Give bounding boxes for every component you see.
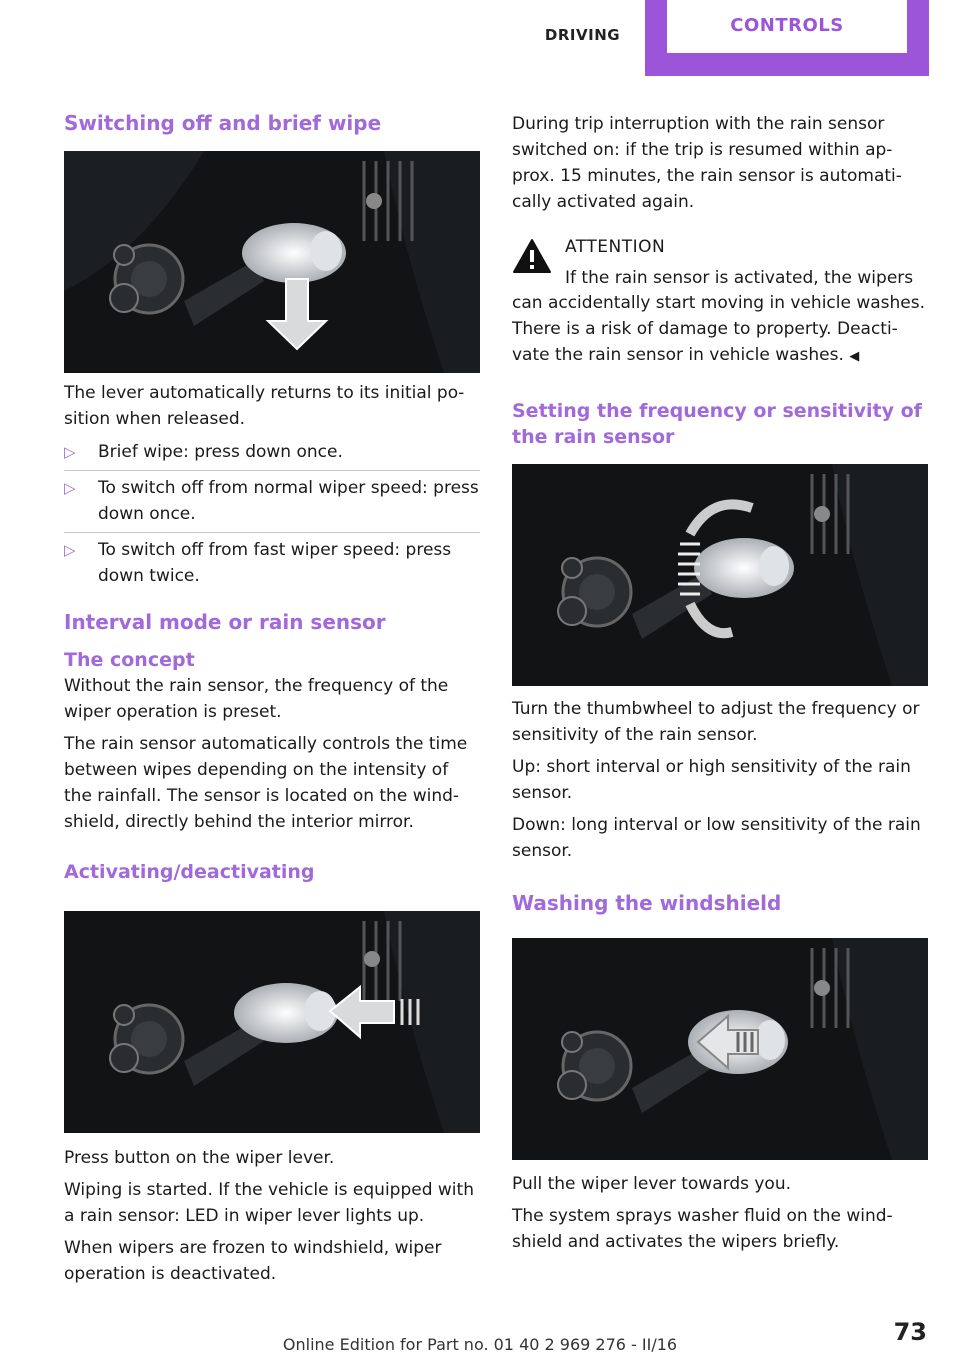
attention-body-block <box>512 290 928 370</box>
figure-thumbwheel <box>512 464 928 686</box>
header-section-label: DRIVING <box>544 26 621 44</box>
right-heading-block <box>512 398 928 450</box>
heading-frequency: Setting the frequency or sensitivity of the rain sensor <box>512 400 922 448</box>
right-text-block-1 <box>512 111 928 215</box>
triangle-right-icon: ▷ <box>64 443 76 461</box>
heading-interval-mode: Interval mode or rain sensor <box>64 610 386 634</box>
paragraph-down: Down: long interval or low sensitivity of the rain sensor. <box>512 815 921 861</box>
attention-text <box>512 290 928 370</box>
wiper-lever-pull-illustration <box>512 938 928 1160</box>
paragraph-trip-interruption: During trip interruption with the rain sensor switched on: if the trip is resumed within ap‐ prox. 15 minutes, the rain sensor is automati‐ cally activated again. <box>512 114 902 212</box>
paragraph-sprays: The system sprays washer fluid on the wind‐ shield and activates the wipers briefly. <box>512 1206 893 1252</box>
bullet-item <box>64 439 480 465</box>
left-text-block-2 <box>64 1145 480 1287</box>
figure-washing <box>512 938 928 1160</box>
attention-title-block <box>565 234 928 291</box>
paragraph-frozen: When wipers are frozen to windshield, wiper operation is deactivated. <box>64 1238 442 1284</box>
attention-title: ATTENTION <box>565 237 666 257</box>
paragraph-returns: The lever automatically returns to its initial po‐ sition when released. <box>64 383 465 429</box>
left-heading-block <box>64 110 480 136</box>
heading-concept: The concept <box>64 649 195 671</box>
paragraph-wiping-started: Wiping is started. If the vehicle is equipped with a rain sensor: LED in wiper lever lights up. <box>64 1180 474 1226</box>
figure-brief-wipe <box>64 151 480 373</box>
page-number: 73 <box>893 1318 927 1346</box>
heading-switching-off: Switching off and brief wipe <box>64 111 382 135</box>
triangle-right-icon: ▷ <box>64 479 76 497</box>
footer-edition: Online Edition for Part no. 01 40 2 969 276 - II/16 <box>282 1335 678 1354</box>
bullet-text: Brief wipe: press down once. <box>98 442 343 462</box>
divider <box>64 470 480 471</box>
triangle-right-icon: ▷ <box>64 541 76 559</box>
paragraph-concept-2: The rain sensor automatically controls the time between wipes depending on the intensity of the rainfall. The sensor is located on the wind‐ shield, directly behind the interior mirror. <box>64 734 468 832</box>
bullet-text: To switch off from fast wiper speed: press down twice. <box>98 540 452 586</box>
heading-washing: Washing the windshield <box>512 891 782 915</box>
paragraph-concept-1: Without the rain sensor, the frequency of the wiper operation is preset. <box>64 676 449 722</box>
heading-activating: Activating/deactivating <box>64 861 315 883</box>
attention-body: can accidentally start moving in vehicle washes. There is a risk of damage to property. Deacti‐ vate the rain sensor in vehicle washes. <box>512 293 926 365</box>
paragraph-press-button: Press button on the wiper lever. <box>64 1148 335 1168</box>
left-text-block-1 <box>64 380 480 885</box>
divider <box>64 532 480 533</box>
attention-line-1: If the rain sensor is activated, the wipers <box>565 268 914 288</box>
paragraph-turn-thumbwheel: Turn the thumbwheel to adjust the frequency or sensitivity of the rain sensor. <box>512 699 920 745</box>
paragraph-up: Up: short interval or high sensitivity of the rain sensor. <box>512 757 911 803</box>
right-text-block-2 <box>512 696 928 916</box>
bullet-item <box>64 537 480 589</box>
thumbwheel-illustration <box>512 464 928 686</box>
header-chapter-label: CONTROLS <box>667 0 907 53</box>
figure-activating <box>64 911 480 1133</box>
warning-triangle-icon <box>512 238 552 274</box>
bullet-text: To switch off from normal wiper speed: press down once. <box>98 478 479 524</box>
header-chapter-tab <box>645 0 929 76</box>
wiper-lever-button-illustration <box>64 911 480 1133</box>
right-text-block-3 <box>512 1171 928 1255</box>
bullet-item <box>64 475 480 527</box>
paragraph-pull-lever: Pull the wiper lever towards you. <box>512 1174 792 1194</box>
wiper-lever-down-illustration <box>64 151 480 373</box>
end-mark: ◀ <box>849 349 860 364</box>
